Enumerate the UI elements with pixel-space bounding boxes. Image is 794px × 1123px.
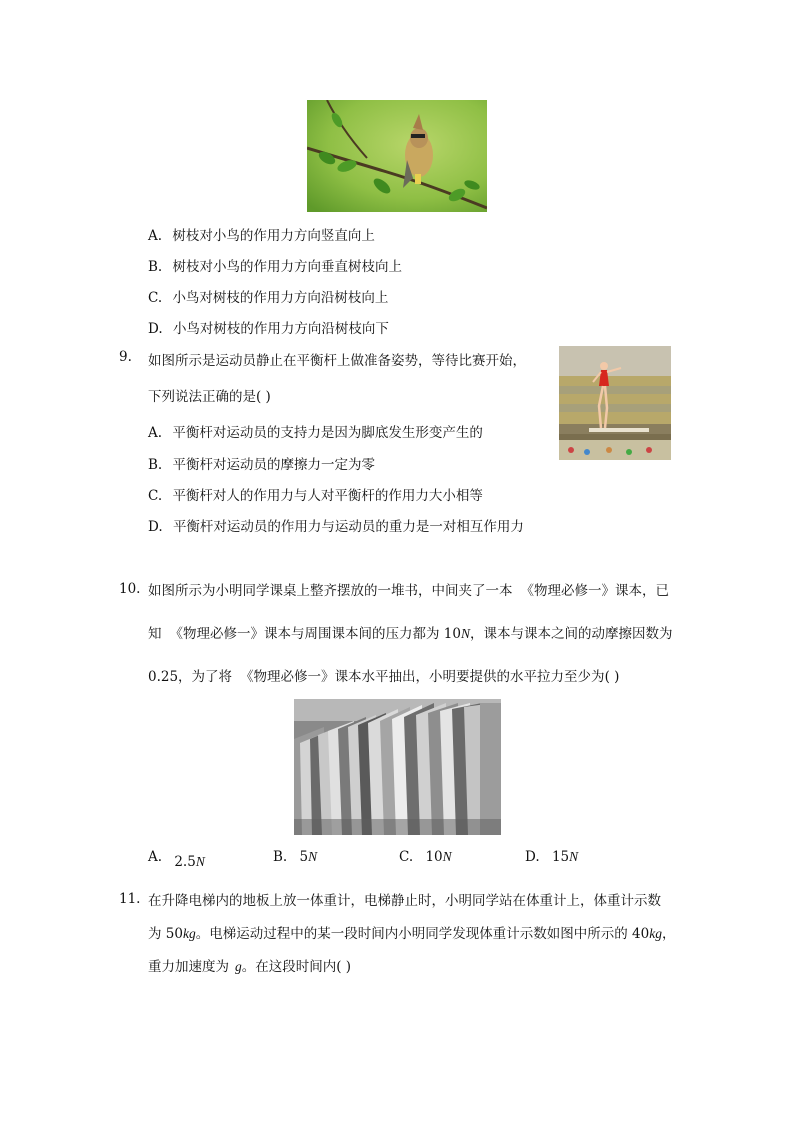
option-text: 树枝对小鸟的作用力方向垂直树枝向上	[172, 259, 403, 275]
book-title: 《物理必修一》	[240, 669, 335, 685]
q10-stem-line-3	[148, 665, 619, 685]
stem-text: ，课本与课本之间的动摩擦因数为	[470, 626, 673, 642]
q9-option-c[interactable]	[148, 484, 483, 504]
answer-paren[interactable]: ( )	[604, 669, 620, 685]
option-letter: D.	[148, 519, 163, 535]
stem-text: 课本，已	[615, 583, 669, 599]
option-number: 2.5	[174, 854, 196, 870]
stem-text: 知	[148, 626, 162, 642]
unit-kilogram: kg	[182, 926, 196, 941]
stem-text: 课本水平抽出，小明要提供的水平拉力至少为	[334, 669, 605, 685]
option-number: 5	[299, 849, 309, 865]
q8-option-d[interactable]	[148, 317, 389, 337]
unit-newton: N	[442, 849, 452, 864]
q9-option-d[interactable]	[148, 515, 524, 535]
stem-text: 下列说法正确的是	[148, 389, 256, 405]
stem-text: ，	[661, 926, 676, 942]
stem-text: 。在这段时间内	[241, 959, 337, 975]
stem-text: 为 50	[148, 926, 183, 942]
q10-option-d[interactable]	[525, 849, 578, 865]
unit-newton: N	[195, 854, 205, 869]
gymnast-balance-beam-image	[559, 346, 671, 460]
option-letter: A.	[148, 425, 163, 441]
q11-number: 11.	[119, 891, 141, 907]
option-letter: B.	[148, 457, 163, 473]
q10-option-b[interactable]	[273, 849, 317, 865]
option-text: 小鸟对树枝的作用力方向沿树枝向上	[172, 290, 389, 306]
option-value	[300, 849, 318, 865]
q11-stem-line-1: 在升降电梯内的地板上放一体重计，电梯静止时，小明同学站在体重计上，体重计示数	[148, 893, 661, 909]
q8-option-b[interactable]	[148, 255, 402, 275]
q10-option-c[interactable]	[399, 849, 452, 865]
q9-stem-line-2	[148, 385, 271, 405]
q10-option-a[interactable]	[148, 849, 205, 870]
option-text: 小鸟对树枝的作用力方向沿树枝向下	[172, 321, 389, 337]
q10-number: 10.	[119, 581, 141, 597]
option-text: 平衡杆对运动员的摩擦力一定为零	[172, 457, 376, 473]
option-letter: B.	[148, 259, 163, 275]
option-text: 树枝对小鸟的作用力方向竖直向上	[172, 228, 375, 244]
stem-text: 。电梯运动过程中的某一段时间内小明同学发现体重计示数如图中所示的 40	[195, 926, 650, 942]
answer-paren[interactable]: ( )	[336, 959, 352, 975]
q9-stem-line-1: 如图所示是运动员静止在平衡杆上做准备姿势，等待比赛开始，	[148, 353, 526, 369]
unit-kilogram: kg	[649, 926, 662, 941]
unit-newton: N	[460, 626, 470, 641]
symbol-g: g	[235, 959, 242, 974]
option-letter: C.	[148, 488, 163, 504]
q9-number: 9.	[119, 349, 132, 365]
q10-stem-line-1	[148, 579, 669, 599]
option-text: 平衡杆对人的作用力与人对平衡杆的作用力大小相等	[172, 488, 483, 504]
option-letter: B.	[273, 849, 288, 865]
option-letter: A.	[148, 849, 163, 865]
q11-stem-line-3	[148, 955, 351, 975]
answer-paren[interactable]: ( )	[256, 389, 271, 405]
option-value	[174, 854, 205, 870]
stem-text: 如图所示为小明同学课桌上整齐摆放的一堆书，中间夹了一本	[148, 583, 513, 599]
stem-text: 0.25，为了将	[148, 669, 233, 685]
option-text: 平衡杆对运动员的支持力是因为脚底发生形变产生的	[172, 425, 483, 441]
option-letter: A.	[148, 228, 163, 244]
q9-option-b[interactable]	[148, 453, 375, 473]
option-number: 10	[425, 849, 443, 865]
q8-option-a[interactable]	[148, 224, 375, 244]
q10-stem-line-2	[148, 622, 673, 642]
q8-option-c[interactable]	[148, 286, 388, 306]
option-value	[552, 849, 578, 865]
book-title: 《物理必修一》	[169, 626, 264, 642]
option-letter: C.	[148, 290, 163, 306]
option-number: 15	[551, 849, 570, 865]
bird-on-branch-image	[307, 100, 487, 212]
option-text: 平衡杆对运动员的作用力与运动员的重力是一对相互作用力	[172, 519, 524, 535]
option-letter: C.	[399, 849, 414, 865]
option-letter: D.	[525, 849, 540, 865]
option-value	[425, 849, 451, 865]
book-stack-image	[294, 699, 501, 835]
book-title: 《物理必修一》	[520, 583, 615, 599]
unit-newton: N	[308, 849, 318, 864]
q11-stem-line-2	[148, 922, 675, 942]
option-letter: D.	[148, 321, 163, 337]
stem-text: 课本与周围课本间的压力都为 10	[264, 626, 461, 642]
unit-newton: N	[569, 849, 579, 864]
q9-option-a[interactable]	[148, 421, 483, 441]
stem-text: 重力加速度为	[148, 959, 229, 975]
